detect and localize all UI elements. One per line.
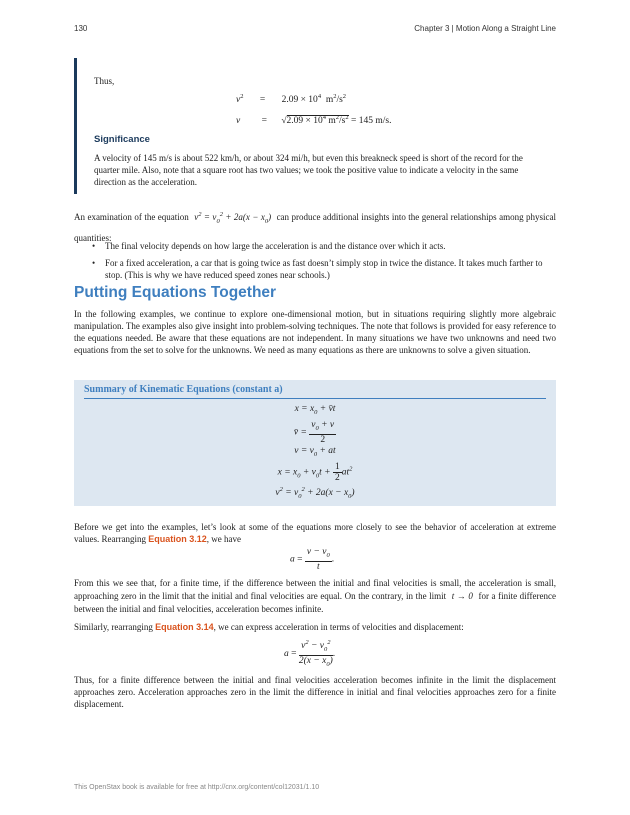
p1-text-after: , we have: [206, 534, 241, 544]
equation-v-squared: $v^2 = 2.09 \times 10^4$ $m^2/s^2$: [236, 93, 347, 106]
list-item: • The final velocity depends on how large the acceleration is and the distance over which it acts.: [92, 240, 556, 254]
paragraph-rearranging-2: [74, 621, 556, 633]
summary-box: [74, 380, 556, 506]
equation-a-over-t: a = $\frac{v - v_0}{t}$ .: [290, 547, 335, 572]
equation-v: $v = √2.09 \times 10^4$ $m^2/s^2 = 145$ m/s.: [236, 114, 392, 127]
kinematic-eq-1: $x = x_0$ + v̄t: [294, 404, 336, 416]
paragraph-conclusion: Thus, for a finite difference between the initial and final velocities acceleration becomes infinite in the limit the displacement approaches zero. Acceleration approaches zero in the limit the difference in initial and final velocities approaches zero for a finite displacement.: [74, 675, 556, 709]
bullet-text-2: For a fixed acceleration, a car that is going twice as fast doesn’t simply stop in twice the distance. It takes much farther to stop. (This is why we have reduced speed zones near schools.): [105, 258, 543, 280]
p3-text: Similarly, rearranging: [74, 622, 153, 632]
p2-text-after: for a finite difference between the initial and final velocities, acceleration becomes infinite.: [74, 591, 556, 614]
kinematic-eq-5: $v^2 = v_0^2 + 2a(x - x_0)$: [275, 486, 355, 501]
thus-label: Thus,: [94, 76, 115, 86]
kinematic-eq-3: $v = v_0$ + at: [294, 446, 336, 458]
footer-text: This OpenStax book is available for free at http://cnx.org/content/col12031/1.10: [74, 784, 320, 791]
section-title: Putting Equations Together: [74, 284, 277, 301]
kinematic-eq-4: $x = x_0 + v_0t$ + $\frac{1}{2}$ $at^2$: [277, 462, 353, 483]
p3-text-after: , we can express acceleration in terms of velocities and displacement:: [213, 622, 464, 632]
equation-3-12-link[interactable]: Equation 3.12: [148, 534, 207, 544]
p1-text: Before we get into the examples, let’s look at some of the equations more closely to see the behavior of acceleration at extreme values. Rearranging: [74, 522, 556, 544]
intro-text-after: can produce additional insights into the general relationships among physical quantities:: [74, 212, 557, 243]
section-paragraph: In the following examples, we continue to explore one-dimensional motion, but in situations requiring slightly more algebraic manipulation. The examples also give insight into problem-solving techniques. The note that follows is provided for easy reference to the equations needed. Be aware that these equations are not independent. In many situations we have two unknowns and need two equations from the set to solve for the unknowns. We need as many equations as there are unknowns to solve a given situation.: [74, 309, 556, 355]
velocity-result: 145 m/s.: [358, 116, 392, 127]
chapter-header: Chapter 3 | Motion Along a Straight Line: [414, 24, 556, 33]
summary-title: Summary of Kinematic Equations (constant a): [84, 384, 283, 395]
significance-text: A velocity of 145 m/s is about 522 km/h, or about 324 mi/h, but even this breakneck speed is short of the record for the quarter mile. Also, note that a square root has two values; we took the positive value to indicate a velocity in the same direction as the acceleration.: [94, 153, 523, 187]
paragraph-finite-time: From this we see that, for a finite time, if the difference between the initial and final velocities is small, the acceleration is small, approaching zero in the limit that the initial and final velocities are equal. On the contrary, in the limit t → 0 for a finite difference between the initial and final velocities, acceleration becomes infinite.: [74, 578, 556, 614]
list-item: • For a fixed acceleration, a car that is going twice as fast doesn’t simply stop in twice the distance. It takes much farther to stop. (This is why we have reduced speed zones near schools.): [92, 257, 556, 283]
significance-title: Significance: [94, 134, 150, 145]
equation-3-14-link[interactable]: Equation 3.14: [155, 622, 214, 632]
equation-a-displacement: a = $\frac{v^2 - v_0^2}{2(x - x_0)}$ .: [284, 639, 336, 668]
kinematic-eq-2: v̄ = $\frac{v_0 + v}{2}$: [293, 420, 335, 445]
page-number: 130: [74, 24, 88, 33]
paragraph-rearranging-1: [74, 521, 556, 545]
bullet-text-1: The final velocity depends on how large the acceleration is and the distance over which it acts.: [105, 241, 446, 251]
summary-divider: [84, 398, 546, 399]
intro-paragraph: An examination of the equation $v^2 = v_0^2 + 2a(x - x_0)$ can produce additional insights into the general relationships among physical quantities:: [74, 211, 557, 243]
p2-text: From this we see that, for a finite time, if the difference between the initial and final velocities is small, the acceleration is small, approaching zero in the limit that the initial and final velocities are equal. On the contrary, in the limit: [74, 578, 556, 601]
intro-text-before: An examination of the equation: [74, 212, 189, 222]
